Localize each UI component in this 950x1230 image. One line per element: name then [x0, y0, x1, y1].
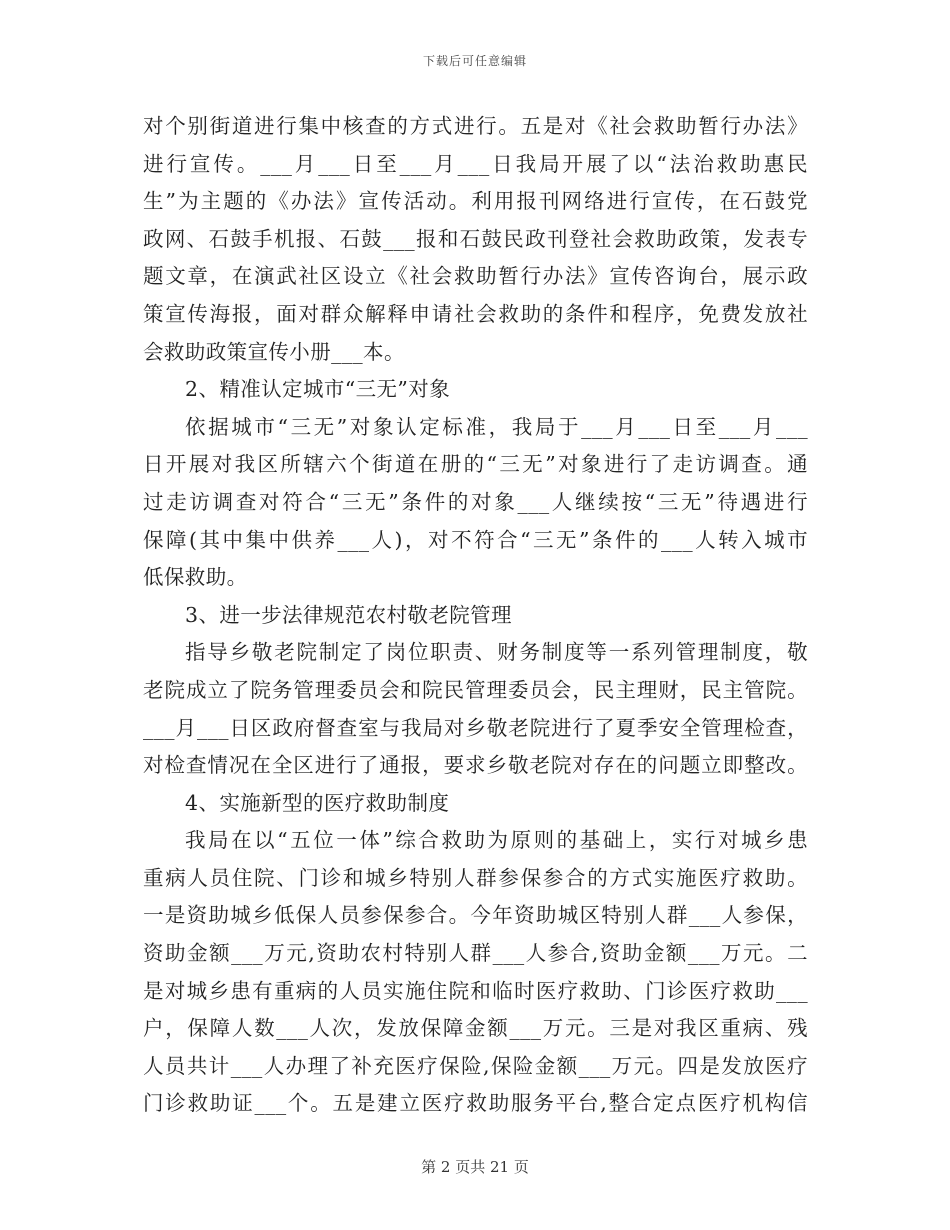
document-body	[143, 108, 808, 1123]
text-line: 指导乡敬老院制定了岗位职责、财务制度等一系列管理制度，敬	[185, 640, 808, 665]
text-line: 4、实施新型的医疗救助制度	[185, 790, 450, 815]
text-line: 对检查情况在全区进行了通报，要求乡敬老院对存在的问题立即整改。	[143, 753, 808, 778]
text-line: 政网、石鼓手机报、石鼓___报和石鼓民政刊登社会救助政策，发表专	[143, 226, 808, 251]
text-line: 老院成立了院务管理委员会和院民管理委员会，民主理财，民主管院。	[143, 677, 808, 702]
text-line: 资助金额___万元,资助农村特别人群___人参合,资助金额___万元。二	[143, 941, 808, 966]
text-line: 策宣传海报，面对群众解释申请社会救助的条件和程序，免费发放社	[143, 301, 808, 326]
text-line: 题文章，在演武社区设立《社会救助暂行办法》宣传咨询台，展示政	[143, 264, 808, 289]
text-line: 过走访调查对符合“三无”条件的对象___人继续按“三无”待遇进行	[143, 489, 808, 514]
text-line: 人员共计___人办理了补充医疗保险,保险金额___万元。四是发放医疗	[143, 1053, 808, 1078]
text-line: 进行宣传。___月___日至___月___日我局开展了以“法治救助惠民	[143, 151, 808, 176]
text-line: 生”为主题的《办法》宣传活动。利用报刊网络进行宣传，在石鼓党	[143, 189, 808, 214]
text-line: 日开展对我区所辖六个街道在册的“三无”对象进行了走访调查。通	[143, 452, 808, 477]
text-line: 是对城乡患有重病的人员实施住院和临时医疗救助、门诊医疗救助___	[143, 978, 808, 1003]
text-line: 门诊救助证___个。五是建立医疗救助服务平台,整合定点医疗机构信	[143, 1091, 808, 1116]
text-line: 重病人员住院、门诊和城乡特别人群参保参合的方式实施医疗救助。	[143, 865, 808, 890]
text-line: 对个别街道进行集中核查的方式进行。五是对《社会救助暂行办法》	[143, 114, 808, 138]
text-line: ___月___日区政府督查室与我局对乡敬老院进行了夏季安全管理检查，	[143, 715, 808, 740]
text-line: 我局在以“五位一体”综合救助为原则的基础上，实行对城乡患	[185, 828, 808, 853]
text-line: 依据城市“三无”对象认定标准，我局于___月___日至___月___	[185, 414, 808, 439]
text-line: 一是资助城乡低保人员参保参合。今年资助城区特别人群___人参保，	[143, 903, 808, 928]
text-line: 会救助政策宣传小册___本。	[143, 339, 405, 364]
page-footer: 第 2 页共 21 页	[421, 1158, 529, 1176]
text-line: 3、进一步法律规范农村敬老院管理	[185, 602, 512, 627]
text-line: 2、精准认定城市“三无”对象	[185, 377, 451, 402]
text-line: 户，保障人数___人次，发放保障金额___万元。三是对我区重病、残	[143, 1016, 808, 1041]
text-line: 低保救助。	[143, 565, 248, 590]
text-line: 保障(其中集中供养___人)，对不符合“三无”条件的___人转入城市	[143, 527, 808, 552]
page-header: 下载后可任意编辑	[422, 54, 527, 68]
